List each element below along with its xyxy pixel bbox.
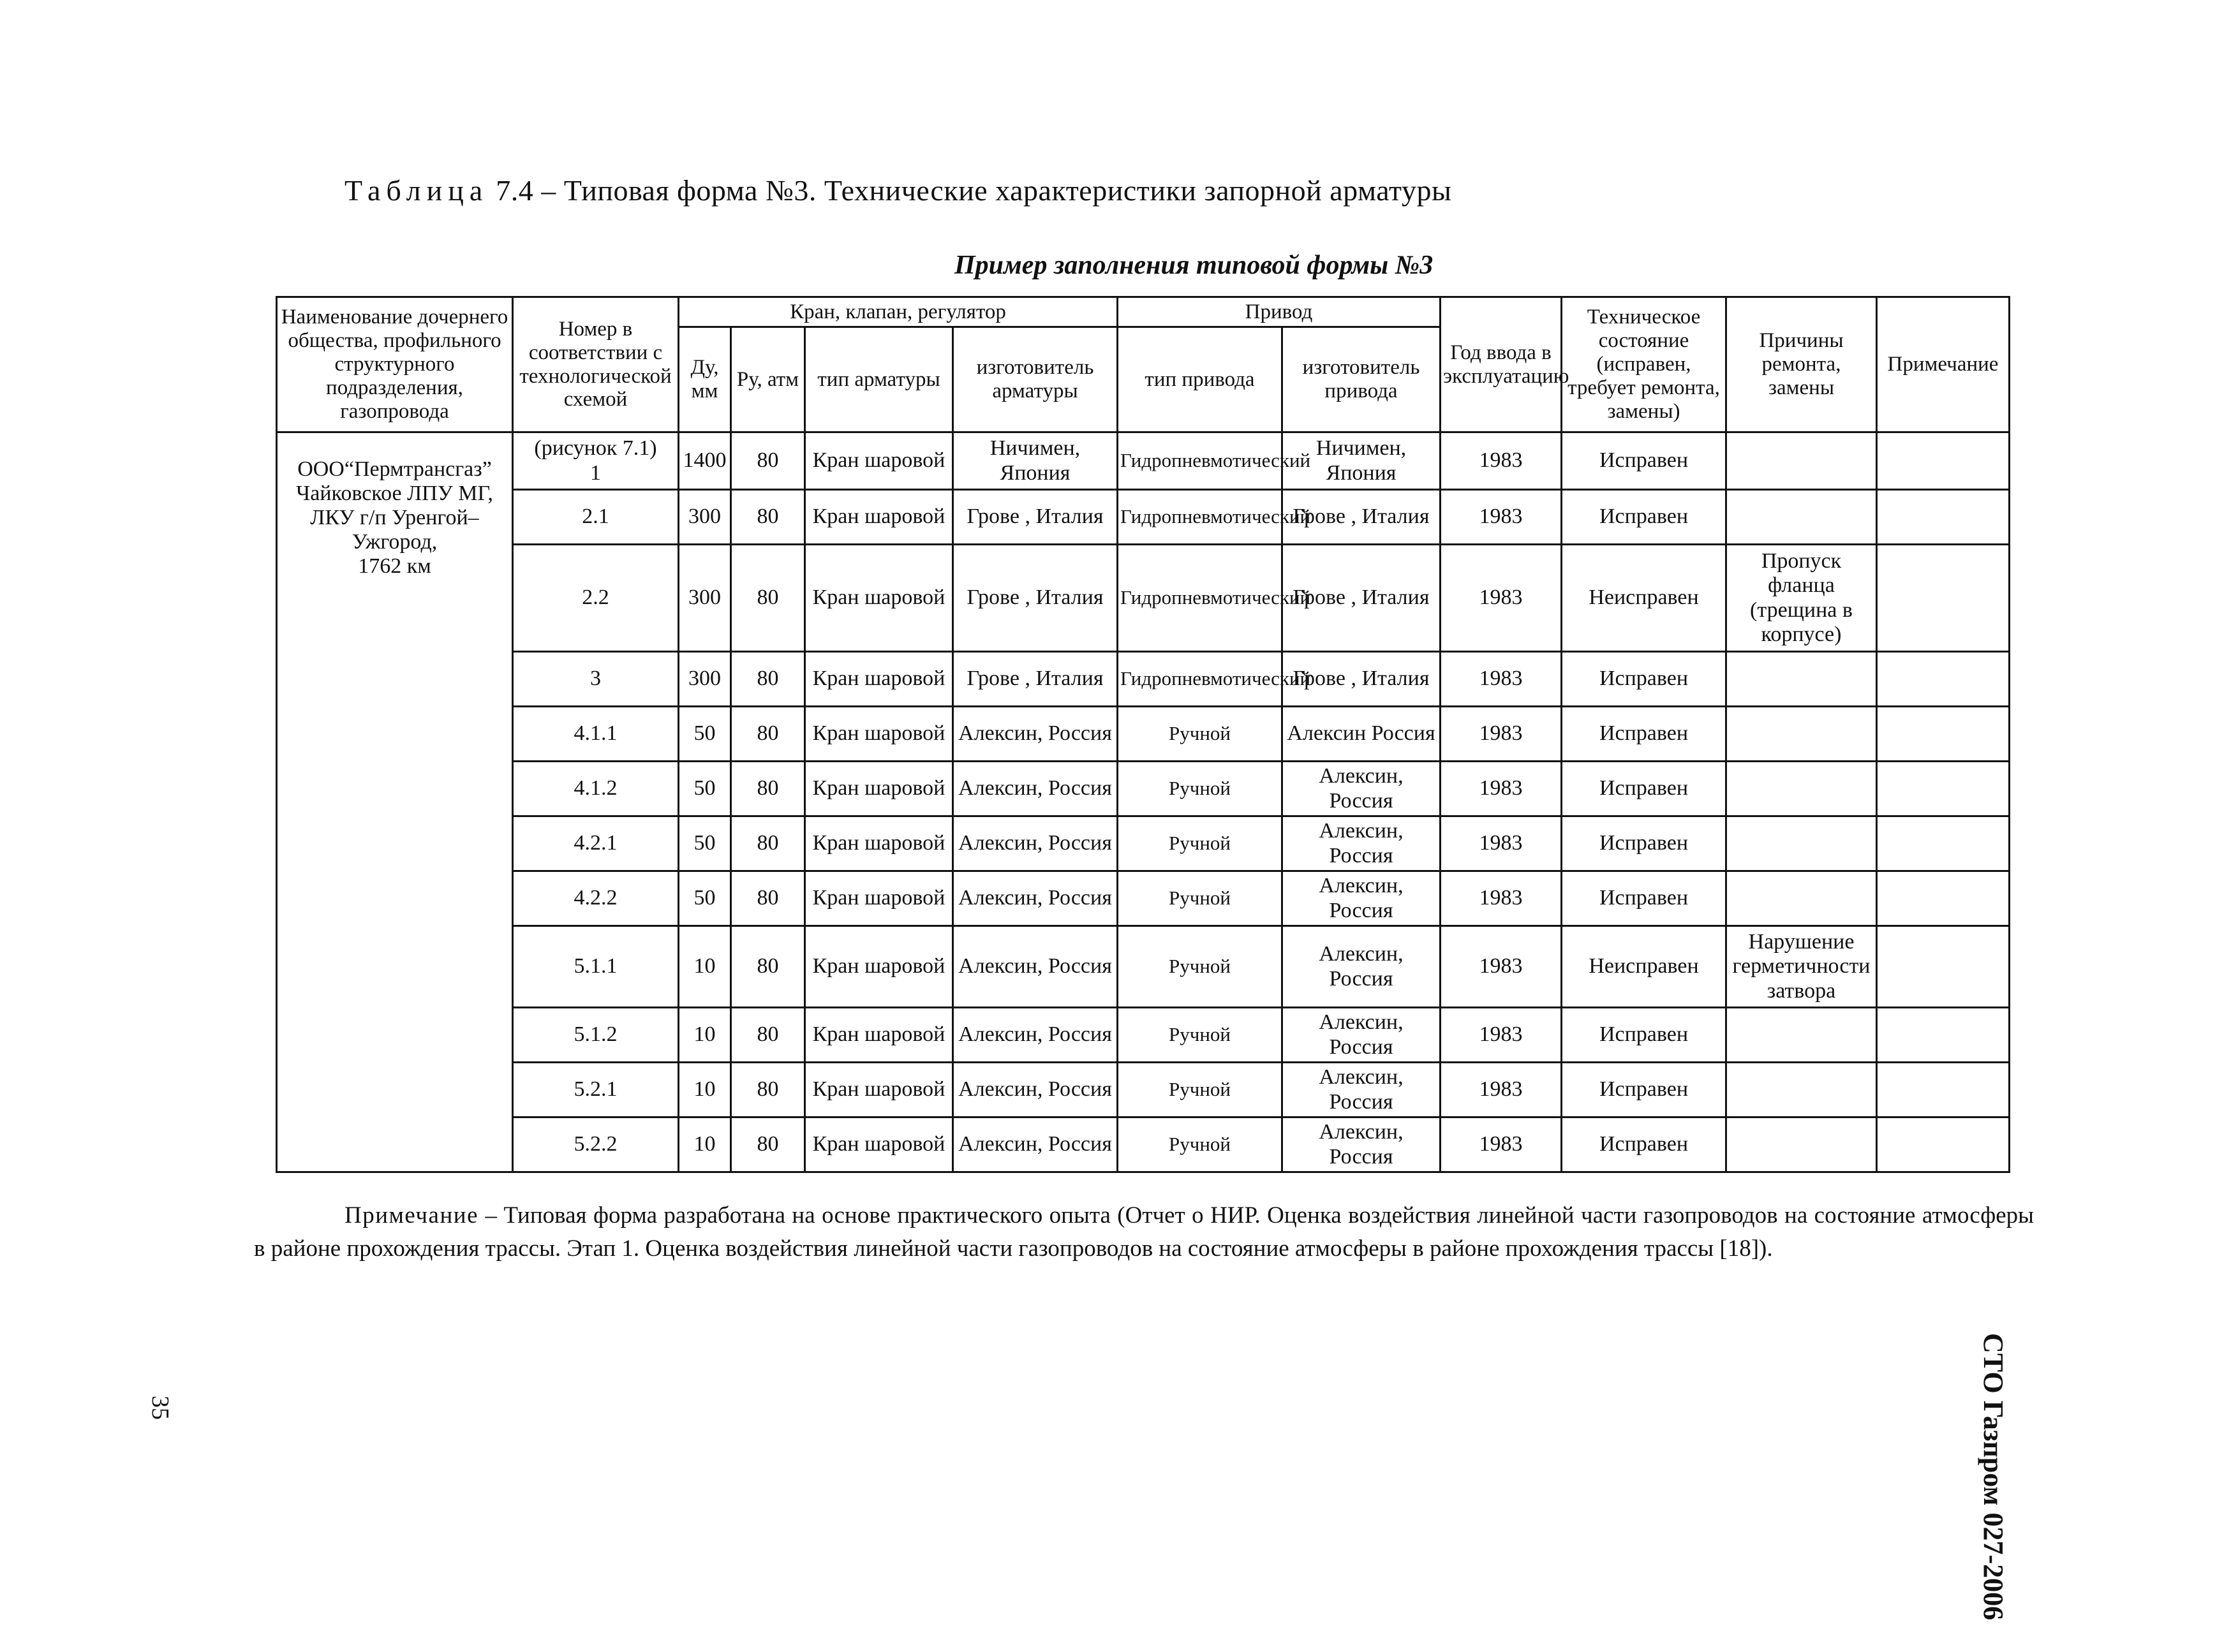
table-row xyxy=(277,707,2010,762)
cell-valve-maker: Грове , Италия xyxy=(953,545,1118,652)
cell-drive-maker: Алексин, Россия xyxy=(1282,1117,1441,1172)
header-du: Ду, мм xyxy=(679,327,731,432)
cell-drive-maker: Алексин, Россия xyxy=(1282,762,1441,816)
cell-ru: 80 xyxy=(731,1117,805,1172)
cell-valve-type: Кран шаровой xyxy=(805,871,953,926)
cell-reasons xyxy=(1726,762,1877,816)
cell-drive-type: Ручной xyxy=(1118,707,1282,762)
cell-remark xyxy=(1877,707,2010,762)
cell-reasons xyxy=(1726,652,1877,707)
cell-num: 5.2.2 xyxy=(513,1117,679,1172)
cell-remark xyxy=(1877,545,2010,652)
org-cell xyxy=(277,432,513,1172)
cell-ru: 80 xyxy=(731,816,805,871)
cell-remark xyxy=(1877,871,2010,926)
header-drive-maker: изготовитель привода xyxy=(1282,327,1441,432)
cell-drive-type: Гидропневмотический xyxy=(1118,490,1282,545)
cell-ru: 80 xyxy=(731,432,805,490)
cell-valve-maker: Алексин, Россия xyxy=(953,926,1118,1008)
cell-drive-type: Ручной xyxy=(1118,926,1282,1008)
cell-du: 300 xyxy=(679,545,731,652)
cell-valve-maker: Алексин, Россия xyxy=(953,871,1118,926)
cell-drive-maker: Грове , Италия xyxy=(1282,545,1441,652)
cell-year: 1983 xyxy=(1441,1008,1562,1063)
header-ru: Ру, атм xyxy=(731,327,805,432)
cell-valve-type: Кран шаровой xyxy=(805,1008,953,1063)
cell-year: 1983 xyxy=(1441,490,1562,545)
cell-ru: 80 xyxy=(731,652,805,707)
cell-ru: 80 xyxy=(731,707,805,762)
table-row xyxy=(277,1063,2010,1117)
cell-remark xyxy=(1877,1063,2010,1117)
header-condition: Техническое состояние (исправен, требует ремонта, замены) xyxy=(1562,297,1726,432)
cell-drive-maker: Грове , Италия xyxy=(1282,652,1441,707)
table-body xyxy=(277,432,2010,1172)
cell-du: 1400 xyxy=(679,432,731,490)
cell-drive-maker: Алексин, Россия xyxy=(1282,1008,1441,1063)
cell-du: 50 xyxy=(679,816,731,871)
cell-valve-maker: Алексин, Россия xyxy=(953,1117,1118,1172)
cell-condition: Исправен xyxy=(1562,816,1726,871)
caption-prefix: Таблица xyxy=(345,174,489,207)
header-number: Номер в соответствии с технологической схемой xyxy=(513,297,679,432)
row-number: 1 xyxy=(590,461,601,485)
header-valve-maker: изготовитель арматуры xyxy=(953,327,1118,432)
header-reasons: Причины ремонта, замены xyxy=(1726,297,1877,432)
header-year: Год ввода в эксплуатацию xyxy=(1441,297,1562,432)
cell-drive-type: Гидропневмотический xyxy=(1118,652,1282,707)
header-drive-group: Привод xyxy=(1118,297,1441,327)
cell-drive-maker: Ничимен, Япония xyxy=(1282,432,1441,490)
table-row xyxy=(277,816,2010,871)
cell-ru: 80 xyxy=(731,1008,805,1063)
table-note xyxy=(254,1199,2034,1265)
cell-valve-maker: Алексин, Россия xyxy=(953,1063,1118,1117)
cell-num: 4.2.2 xyxy=(513,871,679,926)
table-row xyxy=(277,1117,2010,1172)
cell-year: 1983 xyxy=(1441,652,1562,707)
cell-num: 4.2.1 xyxy=(513,816,679,871)
table-subtitle: Пример заполнения типовой формы №3 xyxy=(954,251,1434,280)
org-line: 1762 км xyxy=(358,554,431,579)
cell-year: 1983 xyxy=(1441,1117,1562,1172)
cell-valve-type: Кран шаровой xyxy=(805,545,953,652)
header-row-top xyxy=(277,297,2010,327)
table-header xyxy=(277,297,2010,432)
cell-valve-type: Кран шаровой xyxy=(805,707,953,762)
org-line: ЛКУ г/п Уренгой– xyxy=(310,506,479,530)
cell-condition: Исправен xyxy=(1562,1008,1726,1063)
cell-num: 2.2 xyxy=(513,545,679,652)
cell-du: 10 xyxy=(679,926,731,1008)
table-row xyxy=(277,926,2010,1008)
cell-drive-type: Гидропневмотический xyxy=(1118,432,1282,490)
cell-condition: Исправен xyxy=(1562,871,1726,926)
cell-year: 1983 xyxy=(1441,432,1562,490)
cell-reasons xyxy=(1726,432,1877,490)
cell-ru: 80 xyxy=(731,1063,805,1117)
cell-ru: 80 xyxy=(731,762,805,816)
cell-reasons xyxy=(1726,1117,1877,1172)
cell-drive-type: Ручной xyxy=(1118,1117,1282,1172)
cell-remark xyxy=(1877,1117,2010,1172)
document-code: СТО Газпром 027-2006 xyxy=(1978,1333,2009,1621)
cell-reasons xyxy=(1726,871,1877,926)
cell-drive-type: Ручной xyxy=(1118,762,1282,816)
cell-drive-type: Гидропневмотический xyxy=(1118,545,1282,652)
table-row xyxy=(277,490,2010,545)
cell-year: 1983 xyxy=(1441,1063,1562,1117)
cell-remark xyxy=(1877,816,2010,871)
cell-year: 1983 xyxy=(1441,816,1562,871)
cell-num: 3 xyxy=(513,652,679,707)
cell-num: 2.1 xyxy=(513,490,679,545)
cell-remark xyxy=(1877,432,2010,490)
cell-year: 1983 xyxy=(1441,545,1562,652)
org-line: Чайковское ЛПУ МГ, xyxy=(296,482,493,506)
cell-num: 5.2.1 xyxy=(513,1063,679,1117)
cell-condition: Неисправен xyxy=(1562,545,1726,652)
org-line: Ужгород, xyxy=(352,530,438,554)
cell-du: 50 xyxy=(679,762,731,816)
table-row xyxy=(277,762,2010,816)
cell-valve-type: Кран шаровой xyxy=(805,652,953,707)
cell-du: 10 xyxy=(679,1117,731,1172)
figure-reference: (рисунок 7.1) xyxy=(534,436,657,461)
cell-condition: Исправен xyxy=(1562,762,1726,816)
cell-drive-maker: Алексин, Россия xyxy=(1282,926,1441,1008)
cell-condition: Неисправен xyxy=(1562,926,1726,1008)
cell-valve-maker: Ничимен, Япония xyxy=(953,432,1118,490)
table-row xyxy=(277,1008,2010,1063)
cell-drive-type: Ручной xyxy=(1118,1008,1282,1063)
cell-year: 1983 xyxy=(1441,707,1562,762)
cell-drive-type: Ручной xyxy=(1118,871,1282,926)
note-lead: Примечание xyxy=(345,1202,478,1228)
note-text: – Типовая форма разработана на основе практического опыта (Отчет о НИР. Оценка воздействия линейной части газопроводов на состояние атмосферы в районе прохождения трассы. Этап 1. Оценка воздействия линейной части газопроводов на состояние атмосферы в районе прохождения трассы [18]). xyxy=(254,1202,2034,1262)
cell-condition: Исправен xyxy=(1562,1063,1726,1117)
cell-ru: 80 xyxy=(731,926,805,1008)
cell-du: 300 xyxy=(679,490,731,545)
header-valve-type: тип арматуры xyxy=(805,327,953,432)
cell-num: 4.1.2 xyxy=(513,762,679,816)
cell-reasons xyxy=(1726,707,1877,762)
cell-remark xyxy=(1877,762,2010,816)
cell-valve-maker: Алексин, Россия xyxy=(953,762,1118,816)
header-remark: Примечание xyxy=(1877,297,2010,432)
cell-valve-maker: Алексин, Россия xyxy=(953,707,1118,762)
cell-num: 5.1.2 xyxy=(513,1008,679,1063)
cell-remark xyxy=(1877,652,2010,707)
cell-drive-maker: Алексин, Россия xyxy=(1282,871,1441,926)
cell-drive-type: Ручной xyxy=(1118,816,1282,871)
cell-du: 10 xyxy=(679,1063,731,1117)
cell-num: 5.1.1 xyxy=(513,926,679,1008)
cell-reasons: Нарушение герметичности затвора xyxy=(1726,926,1877,1008)
cell-valve-type: Кран шаровой xyxy=(805,816,953,871)
header-valve-group: Кран, клапан, регулятор xyxy=(679,297,1118,327)
header-drive-type: тип привода xyxy=(1118,327,1282,432)
cell-year: 1983 xyxy=(1441,762,1562,816)
cell-drive-maker: Алексин, Россия xyxy=(1282,1063,1441,1117)
header-org: Наименование дочернего общества, профильного структурного подразделения, газопровода xyxy=(277,297,513,432)
cell-drive-maker: Алексин Россия xyxy=(1282,707,1441,762)
cell-num: 4.1.1 xyxy=(513,707,679,762)
cell-year: 1983 xyxy=(1441,871,1562,926)
cell-reasons xyxy=(1726,1008,1877,1063)
table-row xyxy=(277,432,2010,490)
cell-ru: 80 xyxy=(731,871,805,926)
cell-drive-type: Ручной xyxy=(1118,1063,1282,1117)
cell-du: 10 xyxy=(679,1008,731,1063)
cell-du: 50 xyxy=(679,707,731,762)
cell-reasons xyxy=(1726,816,1877,871)
cell-remark xyxy=(1877,1008,2010,1063)
table-row xyxy=(277,871,2010,926)
cell-remark xyxy=(1877,490,2010,545)
cell-condition: Исправен xyxy=(1562,432,1726,490)
cell-valve-maker: Алексин, Россия xyxy=(953,1008,1118,1063)
table-row xyxy=(277,652,2010,707)
cell-remark xyxy=(1877,926,2010,1008)
cell-valve-maker: Алексин, Россия xyxy=(953,816,1118,871)
cell-du: 50 xyxy=(679,871,731,926)
cell-ru: 80 xyxy=(731,490,805,545)
cell-valve-type: Кран шаровой xyxy=(805,432,953,490)
cell-num xyxy=(513,432,679,490)
cell-du: 300 xyxy=(679,652,731,707)
page-number: 35 xyxy=(147,1396,174,1420)
cell-valve-maker: Грове , Италия xyxy=(953,652,1118,707)
valves-table xyxy=(276,296,2010,1173)
cell-drive-maker: Грове , Италия xyxy=(1282,490,1441,545)
cell-valve-type: Кран шаровой xyxy=(805,1117,953,1172)
cell-condition: Исправен xyxy=(1562,1117,1726,1172)
table-row xyxy=(277,545,2010,652)
org-line: ООО“Пермтрансгаз” xyxy=(297,457,492,481)
cell-condition: Исправен xyxy=(1562,652,1726,707)
table-caption xyxy=(345,173,1451,207)
cell-reasons: Пропуск фланца (трещина в корпусе) xyxy=(1726,545,1877,652)
cell-valve-type: Кран шаровой xyxy=(805,1063,953,1117)
cell-condition: Исправен xyxy=(1562,707,1726,762)
cell-valve-type: Кран шаровой xyxy=(805,762,953,816)
cell-reasons xyxy=(1726,1063,1877,1117)
cell-condition: Исправен xyxy=(1562,490,1726,545)
cell-valve-type: Кран шаровой xyxy=(805,490,953,545)
cell-valve-maker: Грове , Италия xyxy=(953,490,1118,545)
cell-drive-maker: Алексин, Россия xyxy=(1282,816,1441,871)
cell-valve-type: Кран шаровой xyxy=(805,926,953,1008)
cell-year: 1983 xyxy=(1441,926,1562,1008)
caption-text: 7.4 – Типовая форма №3. Технические характеристики запорной арматуры xyxy=(496,174,1452,207)
cell-ru: 80 xyxy=(731,545,805,652)
cell-reasons xyxy=(1726,490,1877,545)
